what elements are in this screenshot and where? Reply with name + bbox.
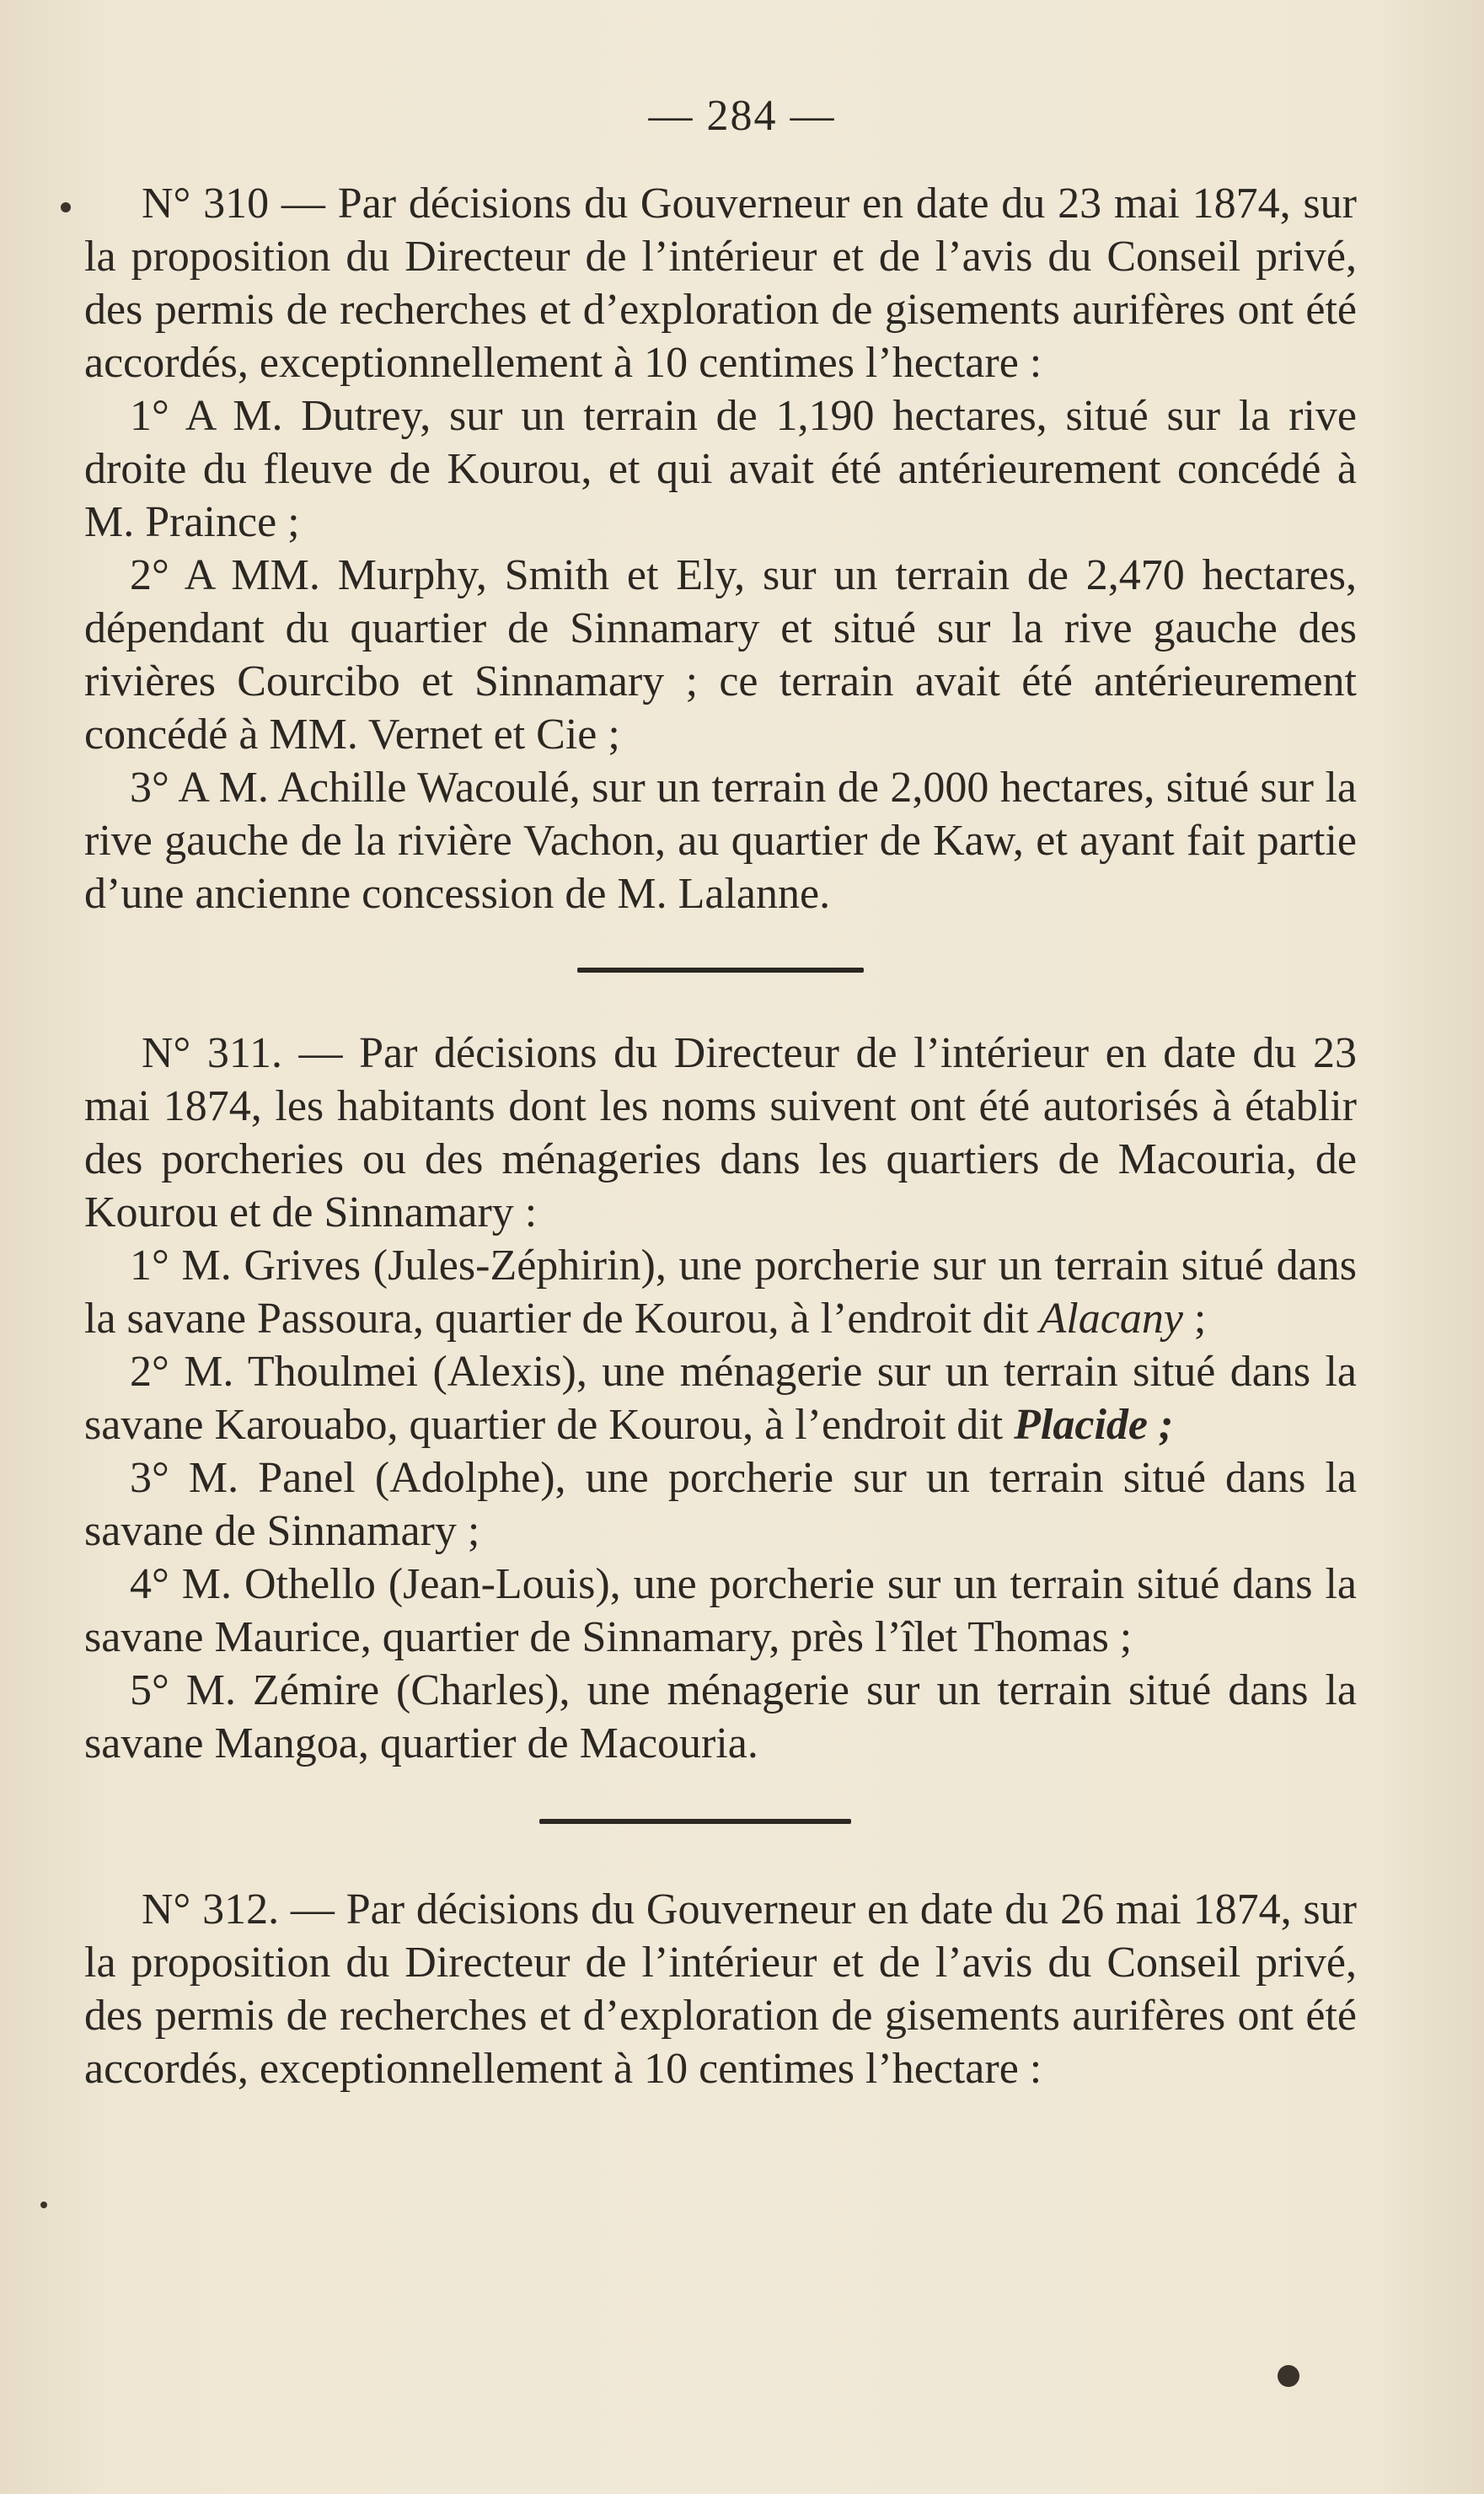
section-311-item-1 bbox=[84, 1239, 1357, 1345]
section-311-item-3: 3° M. Panel (Adolphe), une porcherie sur un terrain situé dans la savane de Sinnamary ; bbox=[84, 1454, 1357, 1555]
section-312 bbox=[84, 1883, 1357, 2095]
section-310-intro: N° 310 — Par décisions du Gouverneur en date du 23 mai 1874, sur la proposition du Directeur de l’intérieur et de l’avis du Conseil privé, des permis de recherches et d’exploration de gisements aurifères ont été accordés, exceptionnellement à 10 centimes l’hectare : bbox=[84, 180, 1357, 387]
section-divider bbox=[539, 1819, 851, 1824]
section-311 bbox=[84, 1027, 1357, 1770]
print-speck bbox=[1278, 2365, 1299, 2387]
section-310-item-1: 1° A M. Dutrey, sur un terrain de 1,190 hectares, situé sur la rive droite du fleuve de Kourou, et qui avait été antérieurement concédé à M. Praince ; bbox=[84, 392, 1357, 546]
section-311-item-5: 5° M. Zémire (Charles), une ménagerie sur un terrain situé dans la savane Mangoa, quartier de Macouria. bbox=[84, 1666, 1357, 1767]
place-name: Placide ; bbox=[1014, 1401, 1174, 1449]
section-311-intro: N° 311. — Par décisions du Directeur de l’intérieur en date du 23 mai 1874, les habitants dont les noms suivent ont été autorisés à établir des porcheries ou des ménageries dans les quartiers de Macouria, de Kourou et de Sinnamary : bbox=[84, 1029, 1357, 1236]
section-312-intro: N° 312. — Par décisions du Gouverneur en date du 26 mai 1874, sur la proposition du Directeur de l’intérieur et de l’avis du Conseil privé, des permis de recherches et d’exploration de gisements aurifères ont été accordés, exceptionnellement à 10 centimes l’hectare : bbox=[84, 1885, 1357, 2093]
document-body bbox=[84, 177, 1357, 2095]
place-name: Alacany bbox=[1039, 1295, 1183, 1343]
print-speck bbox=[40, 2202, 47, 2208]
section-divider bbox=[577, 968, 864, 973]
print-speck bbox=[61, 202, 71, 212]
section-310 bbox=[84, 177, 1357, 920]
section-311-item-4: 4° M. Othello (Jean-Louis), une porcherie sur un terrain situé dans la savane Maurice, quartier de Sinnamary, près l’îlet Thomas ; bbox=[84, 1560, 1357, 1661]
page-number: — 284 — bbox=[648, 92, 836, 140]
section-311-item-2 bbox=[84, 1345, 1357, 1451]
item-text: 1° M. Grives (Jules-Zéphirin), une porcherie sur un terrain situé dans la savane Passoura, quartier de Kourou, à l’endroit dit bbox=[84, 1242, 1357, 1343]
section-310-item-3: 3° A M. Achille Wacoulé, sur un terrain de 2,000 hectares, situé sur la rive gauche de la rivière Vachon, au quartier de Kaw, et ayant fait partie d’une ancienne concession de M. Lalanne. bbox=[84, 764, 1357, 918]
item-end: ; bbox=[1182, 1295, 1207, 1343]
item-text: 2° M. Thoulmei (Alexis), une ménagerie sur un terrain situé dans la savane Karouabo, quartier de Kourou, à l’endroit dit bbox=[84, 1348, 1357, 1449]
section-310-item-2: 2° A MM. Murphy, Smith et Ely, sur un terrain de 2,470 hectares, dépendant du quartier de Sinnamary et situé sur la rive gauche des rivières Courcibo et Sinnamary ; ce terrain avait été antérieurement concédé à MM. Vernet et Cie ; bbox=[84, 551, 1357, 759]
